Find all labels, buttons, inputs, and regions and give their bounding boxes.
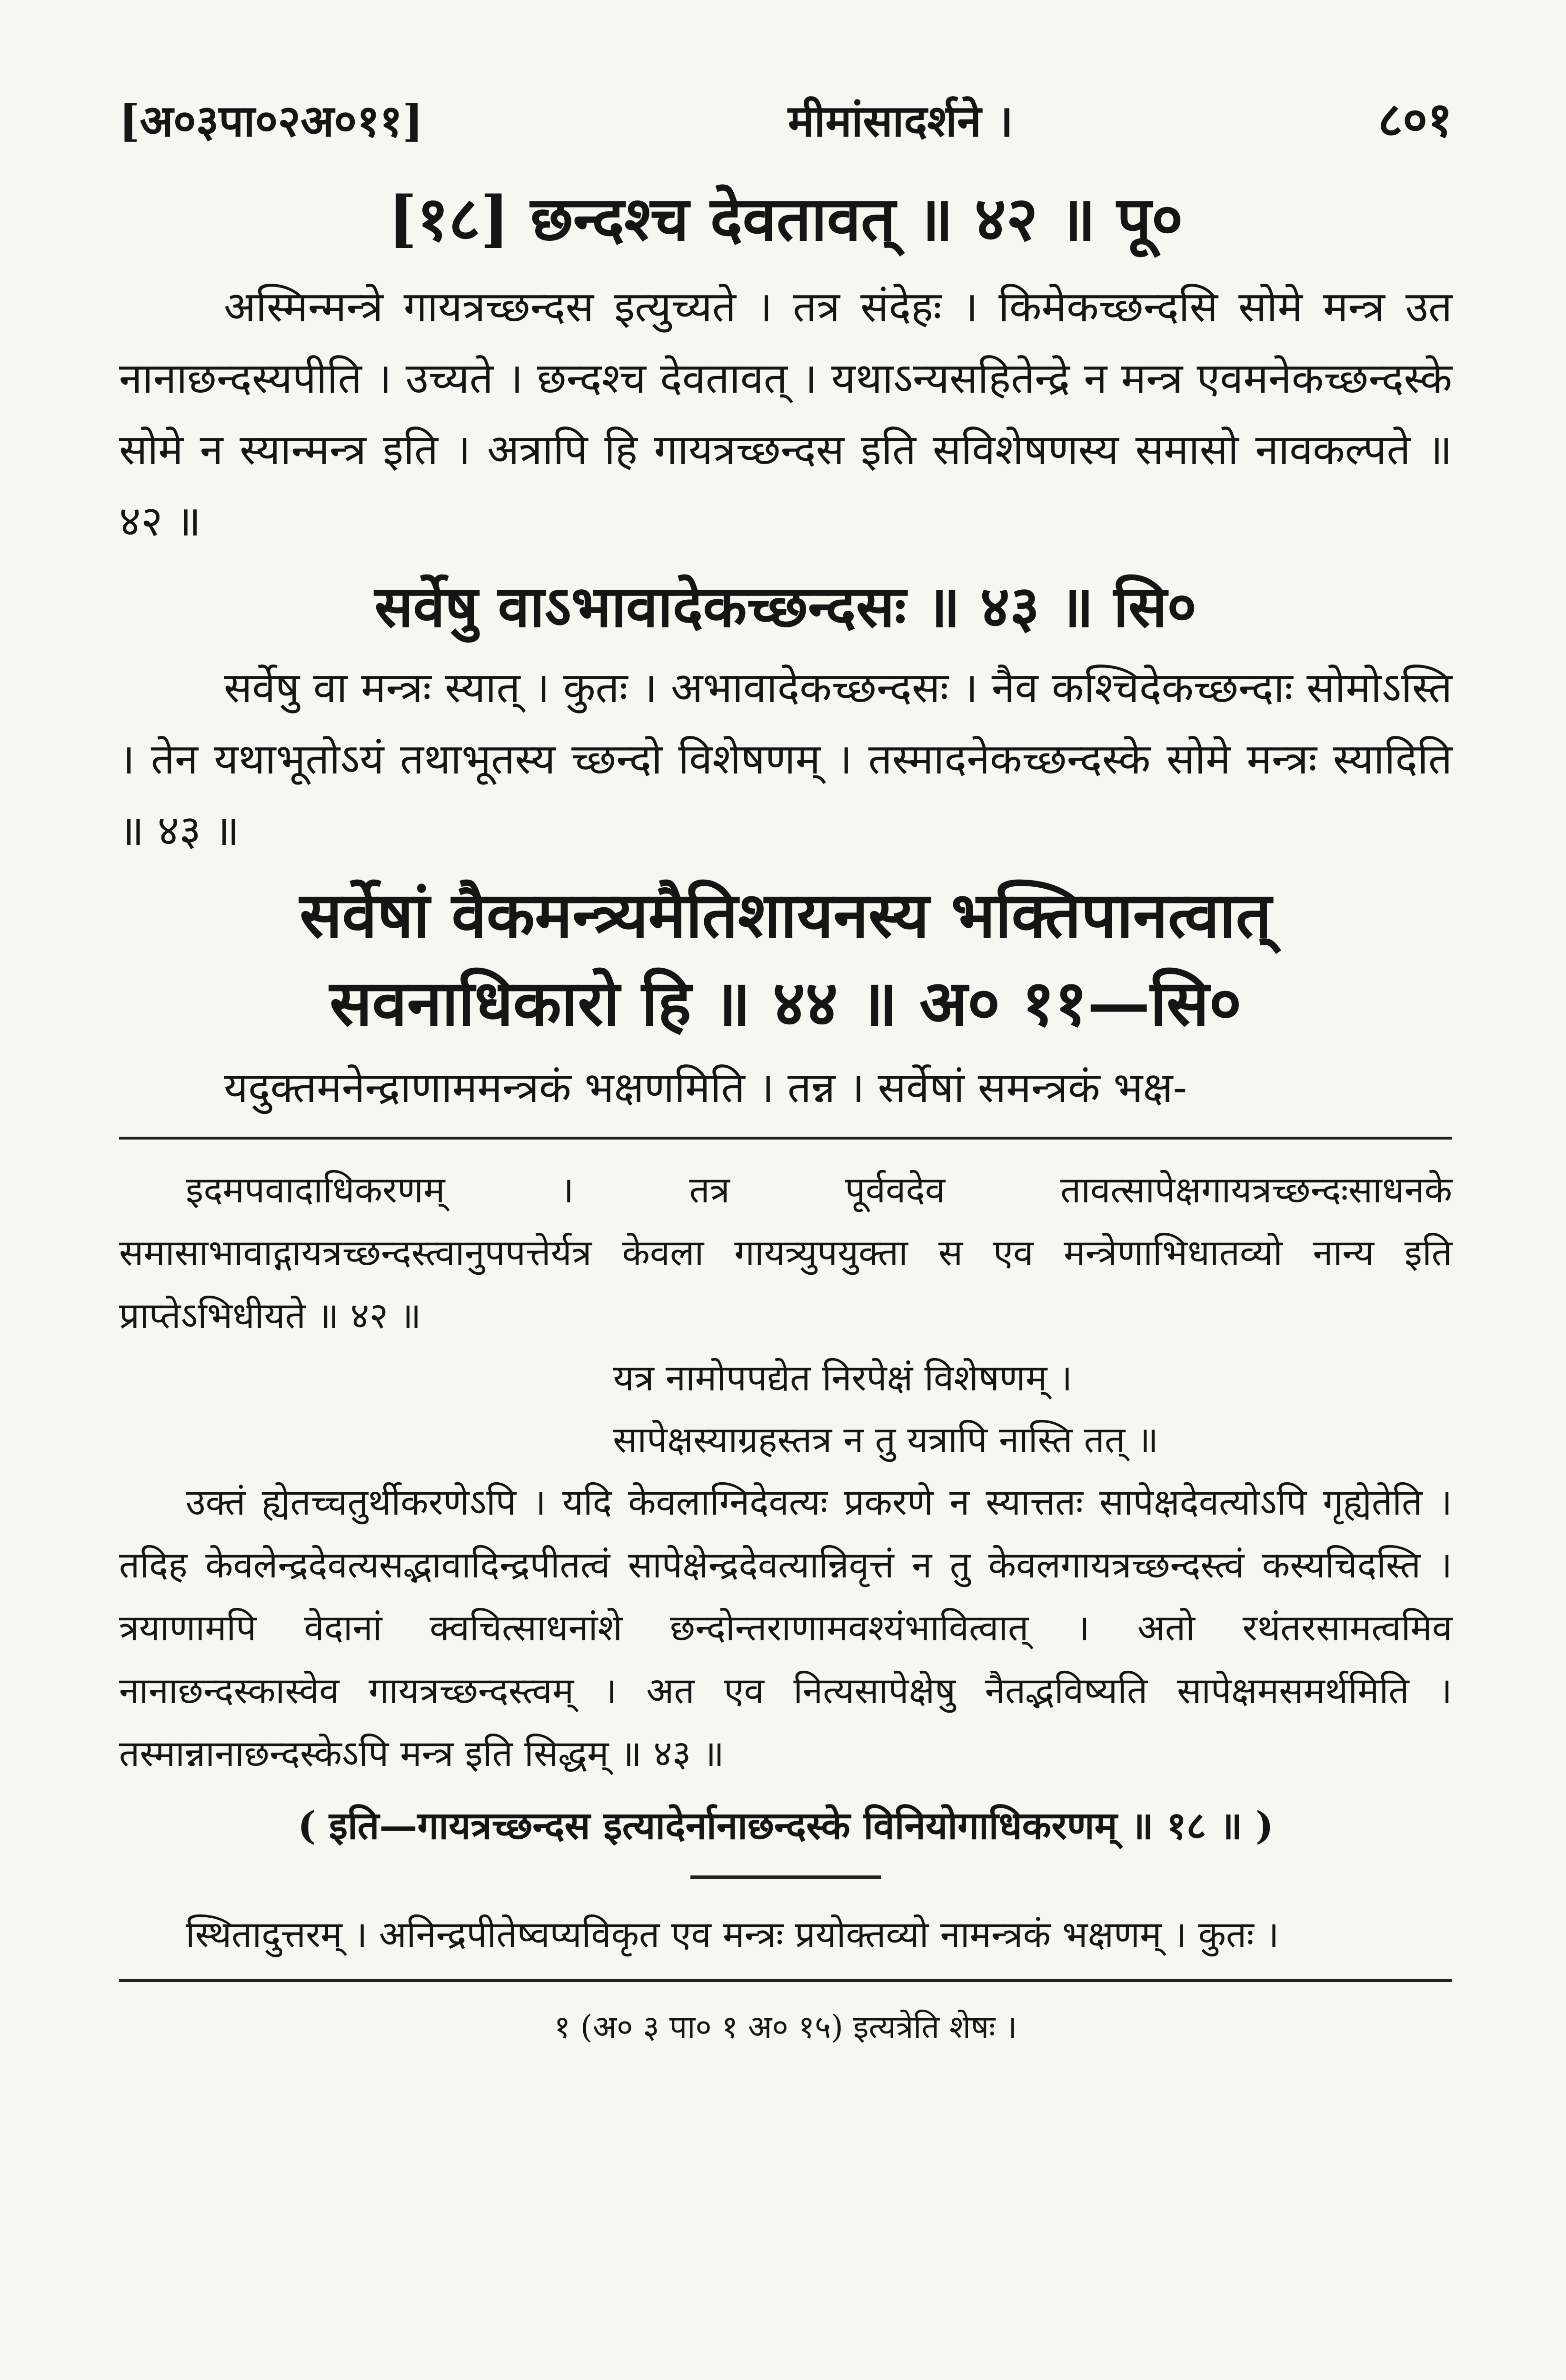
running-head bbox=[119, 86, 1452, 162]
commentary-paragraph-3: स्थितादुत्तरम् । अनिन्द्रपीतेष्वप्यविकृत एव मन्त्रः प्रयोक्तव्यो नामन्त्रकं भक्षणम् । कुतः । bbox=[186, 1913, 1279, 1955]
bhashya-paragraph-3: यदुक्तमनेन्द्राणाममन्त्रकं भक्षणमिति । तन्न । सर्वेषां समन्त्रकं भक्ष- bbox=[224, 1063, 1187, 1112]
sutra-44-line-2: सवनाधिकारो हि ॥ ४४ ॥ अ० ११—सि० bbox=[329, 966, 1242, 1040]
commentary-divider bbox=[119, 1137, 1452, 1140]
verse-line-1: यत्र नामोपपद्येत निरपेक्षं विशेषणम् । bbox=[613, 1357, 1073, 1399]
book-title: मीमांसादर्शने । bbox=[788, 95, 1013, 147]
sutra-44-line-1: सर्वेषां वैकमन्त्र्यमैतिशायनस्य भक्तिपानत्वात् bbox=[299, 878, 1272, 952]
bhashya-paragraph-1: अस्मिन्मन्त्रे गायत्रच्छन्दस इत्युच्यते । तत्र संदेहः । किमेकच्छन्दसि सोमे मन्त्र उत नानाछन्दस्यपीति । उच्यते । छन्दश्च देवतावत् । यथाऽन्यसहितेन्द्रे न मन्त्र एवमनेकच्छन्दस्के सोमे न स्यान्मन्त्र इति । अत्रापि हि गायत्रच्छन्दस इति सविशेषणस्य समासो नावकल्पते ॥ ४२ ॥ bbox=[119, 282, 1452, 545]
bhashya-paragraph-2: सर्वेषु वा मन्त्रः स्यात् । कुतः । अभावादेकच्छन्दसः । नैव कश्चिदेकच्छन्दाः सोमोऽस्ति । तेन यथाभूतोऽयं तथाभूतस्य च्छन्दो विशेषणम् । तस्मादनेकच्छन्दस्के सोमे मन्त्रः स्यादिति ॥ ४३ ॥ bbox=[119, 663, 1452, 855]
section-divider bbox=[690, 1875, 881, 1879]
adhikarana-closing: ( इति—गायत्रच्छन्दस इत्यादेर्नानाछन्दस्के विनियोगाधिकरणम् ॥ १८ ॥ ) bbox=[298, 1803, 1274, 1848]
chapter-reference: [अ०३पा०२अ०११] bbox=[119, 95, 423, 147]
sutra-43-heading: सर्वेषु वाऽभावादेकच्छन्दसः ॥ ४३ ॥ सि० bbox=[374, 573, 1197, 640]
commentary-paragraph-1: इदमपवादाधिकरणम् । तत्र पूर्ववदेव तावत्सापेक्षगायत्रच्छन्दःसाधनके समासाभावाद्गायत्रच्छन्दस्त्वानुपपत्तेर्यत्र केवला गायत्र्युपयुक्ता स एव मन्त्रेणाभिधातव्यो नान्य इति प्राप्तेऽभिधीयते ॥ ४२ ॥ bbox=[119, 1169, 1452, 1337]
footnote-divider bbox=[119, 1979, 1452, 1982]
page-number: ८०१ bbox=[1378, 91, 1452, 148]
verse-line-2: सापेक्षस्याग्रहस्तत्र न तु यत्रापि नास्ति तत् ॥ bbox=[613, 1418, 1158, 1461]
adhikarana-heading: [१८] छन्दश्च देवतावत् ॥ ४२ ॥ पू० bbox=[388, 183, 1183, 255]
footnote: १ (अ० ३ पा० १ अ० १५) इत्यत्रेति शेषः । bbox=[554, 2009, 1017, 2045]
commentary-paragraph-2: उक्तं ह्येतच्चतुर्थीकरणेऽपि । यदि केवलाग्निदेवत्यः प्रकरणे न स्यात्ततः सापेक्षदेवत्योऽपि गृह्येतेति । तदिह केवलेन्द्रदेवत्यसद्भावादिन्द्रपीतत्वं सापेक्षेन्द्रदेवत्यान्निवृत्तं न तु केवलगायत्रच्छन्दस्त्वं कस्यचिदस्ति । त्रयाणामपि वेदानां क्वचित्साधनांशे छन्दोन्तराणामवश्यंभावित्वात् । अतो रथंतरसामत्वमिव नानाछन्दस्कास्वेव गायत्रच्छन्दस्त्वम् । अत एव नित्यसापेक्षेषु नैतद्भविष्यति सापेक्षमसमर्थमिति । तस्मान्नानाछन्दस्केऽपि मन्त्र इति सिद्धम् ॥ ४३ ॥ bbox=[119, 1481, 1452, 1775]
page bbox=[119, 86, 1452, 2053]
